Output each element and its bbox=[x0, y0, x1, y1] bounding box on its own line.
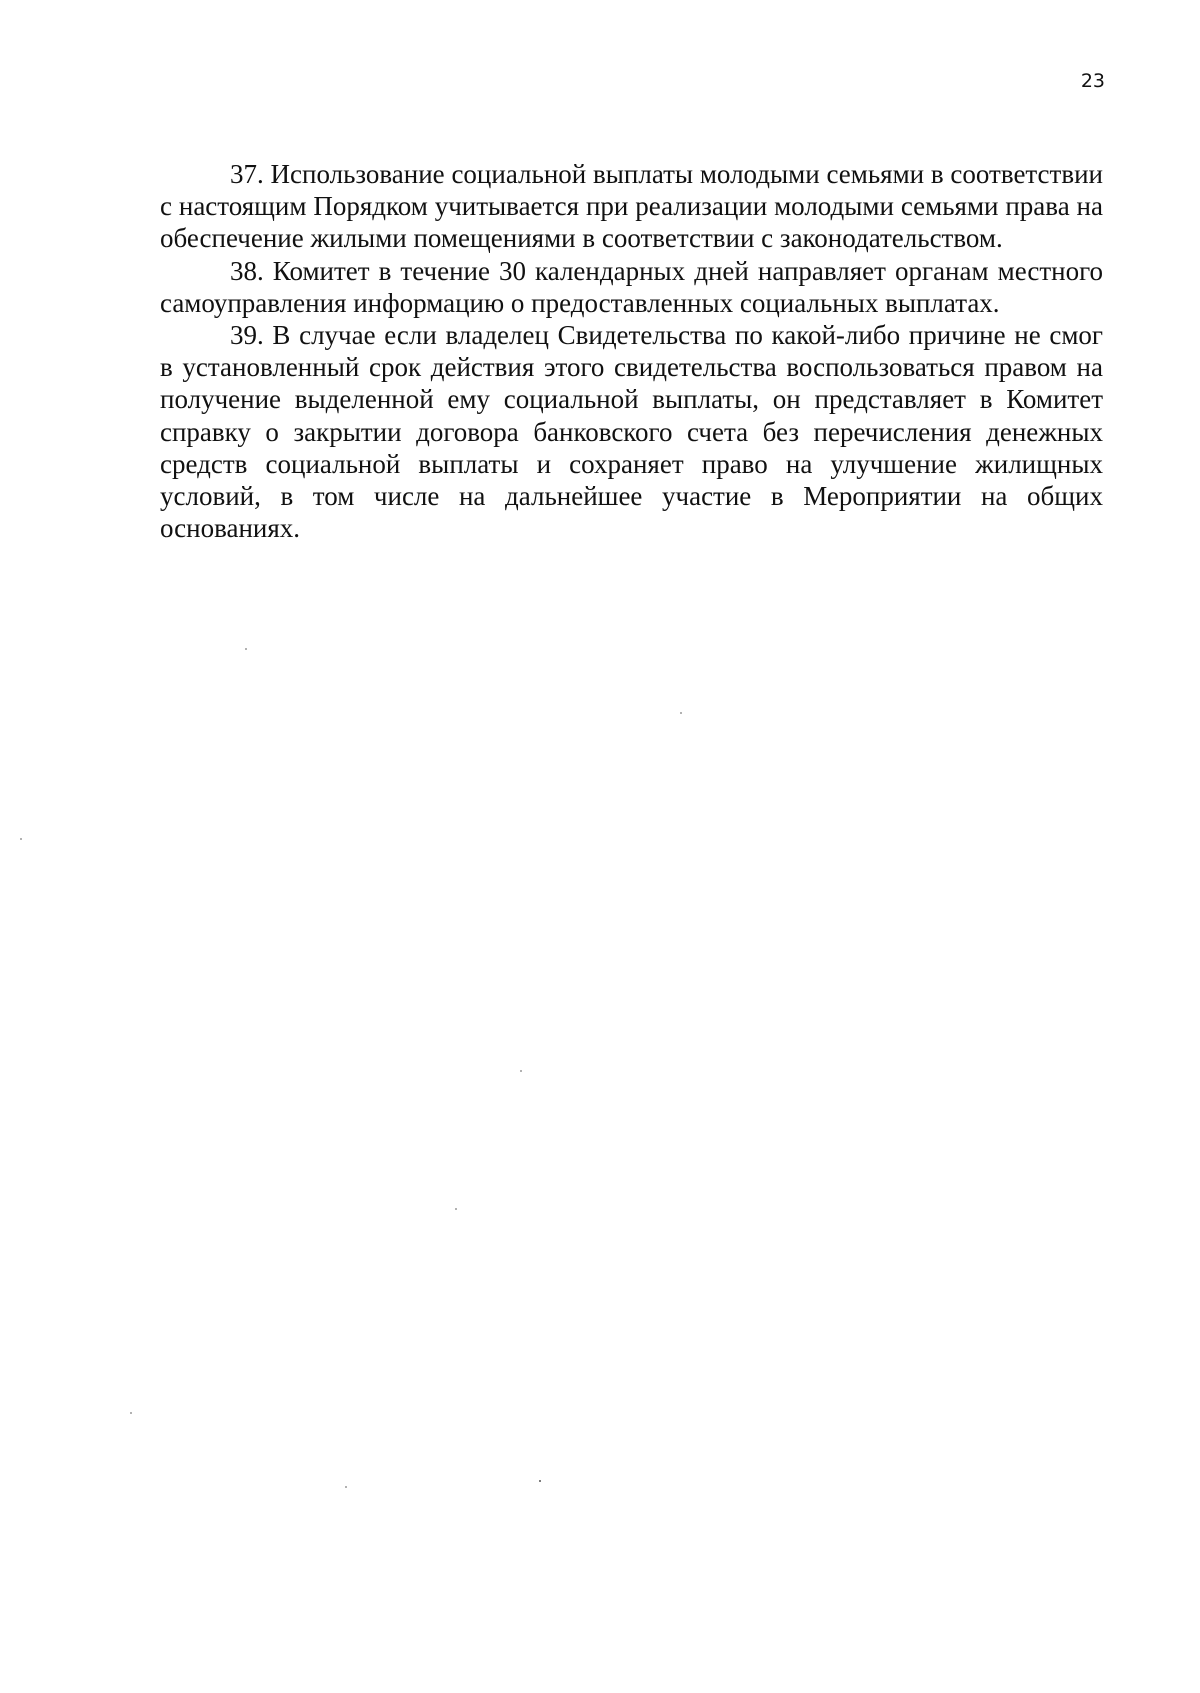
scan-speck bbox=[455, 1208, 457, 1210]
scan-speck bbox=[20, 838, 22, 840]
scan-speck bbox=[345, 1486, 347, 1488]
scan-speck bbox=[539, 1480, 541, 1482]
page-number: 23 bbox=[1080, 70, 1105, 92]
scan-speck bbox=[520, 1070, 522, 1072]
paragraph-37: 37. Использование социальной выплаты молодыми семьями в соответствии с настоящим Порядком учитывается при реализации молодыми семьями права на обеспечение жилыми помещениями в соответствии с законодательством. bbox=[160, 159, 1103, 254]
scan-speck bbox=[680, 712, 682, 714]
document-body bbox=[160, 158, 1103, 544]
scan-speck bbox=[245, 648, 247, 650]
paragraph-39: 39. В случае если владелец Свидетельства по какой-либо причине не смог в установленный срок действия этого свидетельства воспользоваться правом на получение выделенной ему социальной выплаты, он представляет в Комитет справку о закрытии договора банковского счета без перечисления денежных средств социальной выплаты и сохраняет право на улучшение жилищных условий, в том числе на дальнейшее участие в Мероприятии на общих основаниях. bbox=[160, 320, 1103, 544]
scan-speck bbox=[130, 1412, 132, 1414]
paragraph-38: 38. Комитет в течение 30 календарных дней направляет органам местного самоуправления информацию о предоставленных социальных выплатах. bbox=[160, 255, 1103, 318]
